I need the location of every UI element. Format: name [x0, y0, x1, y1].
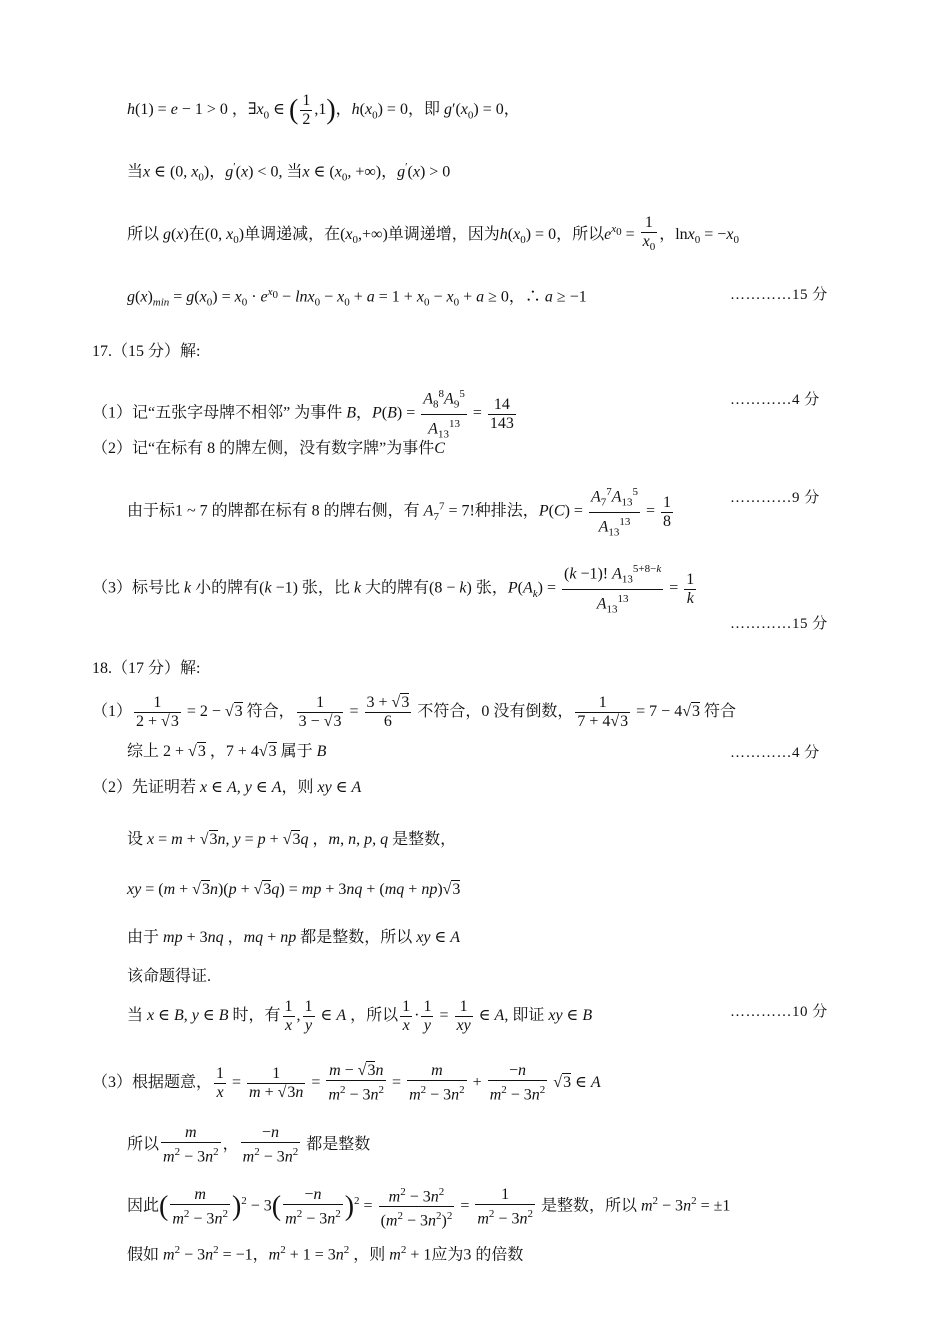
solution-line-4: $g(x)_{min} = g(x_0) = x_0 \cdot e^{x_0} - \ln x_0 - x_0 + a = 1 + x_0 - x_0 + a \ge 0$，∴ a ≥ −1	[127, 286, 587, 309]
solution-line-18-1b: 综上 2 + √3 ，7 + 4√3 属于 B	[127, 743, 327, 760]
solution-line-2: 当x ∈ (0, $x_0$)，g′(x) < 0, 当x ∈ ($x_0$, +∞)，g′(x) > 0	[127, 161, 451, 184]
solution-line-18-2: （2）先证明若 x ∈ A, y ∈ A，则 xy ∈ A	[92, 779, 362, 796]
score-marker: …………10 分	[730, 1004, 828, 1020]
solution-line-17-1: （1）记“五张字母牌不相邻” 为事件 B，P(B) = $\frac{A_8^8A_9^5}{A_{13}^{13}}$ = $\frac{14}{143}$	[92, 385, 518, 443]
score-marker: …………9 分	[730, 490, 820, 506]
score-marker: …………15 分	[730, 287, 828, 303]
score-marker: …………4 分	[730, 392, 820, 408]
score-marker: …………4 分	[730, 745, 820, 761]
solution-line-17-2b: 由于标1 ~ 7 的牌都在标有 8 的牌右侧，有 $A_7^7 = 7$!种排法，P(C) = $\frac{A_7^7A_{13}^5}{A_{13}^{13}}$ = $\frac{1}{8}$	[127, 483, 675, 541]
score-marker: …………15 分	[730, 616, 828, 632]
solution-line-18-2d: 由于 mp + 3nq ，mq + np 都是整数，所以 xy ∈ A	[127, 929, 461, 946]
solution-line-1: h(1) = e − 1 > 0 ，$\exists x_0$ ∈ ( $\frac{1}{2}$ ,1)，$h(x_0) = 0$，即 $g'(x_0) = 0$，	[127, 92, 520, 128]
solution-line-18-3b: 所以 $\frac{m}{m^2 - 3n^2}$ ， $\frac{-n}{m^2 - 3n^2}$ 都是整数	[127, 1124, 371, 1166]
solution-line-17-3: （3）标号比 k 小的牌有(k −1) 张，比 k 大的牌有(8 − k) 张，$P(A_k)$ = $\frac{(k -1)! A_{13}^{5+8-k}}{A_{13}^{13}}$ = $\frac{1}{k}$	[92, 560, 698, 618]
solution-line-18-3d: 假如 $m^2 - 3n^2 = -1$，$m^2 + 1 = 3n^2$ ，则 $m^2 + 1$应为3 的倍数	[127, 1244, 524, 1264]
solution-line-18-2c: xy = (m + √3n)(p + √3q) = mp + 3nq + (mq + np)√3	[127, 881, 461, 898]
solution-line-18-2f: 当 x ∈ B, y ∈ B 时，有 $\frac{1}{x}$ , $\frac{1}{y}$ ∈ A ，所以 $\frac{1}{x}$ · $\frac{1}{y}$ = $\frac{1}{xy}$ ∈ A, 即证 xy ∈ B	[127, 998, 593, 1034]
solution-line-18-2b: 设 x = m + √3n, y = p + √3q ，m, n, p, q 是整数，	[127, 831, 457, 848]
problem-18-heading: 18.（17 分）解:	[92, 660, 201, 677]
solution-line-18-3c: 因此( $\frac{m}{m^2 - 3n^2}$ )$^2$ − 3( $\frac{-n}{m^2 - 3n^2}$ )$^2$ = $\frac{m^2 - 3n^2}{(m^2 - 3n^2)^2}$ = $\frac{1}{m^2 - 3n^2}$ 是整数，所以 $m^2 - 3n^2 = \pm 1$	[127, 1183, 730, 1231]
solution-line-18-3: （3）根据题意， $\frac{1}{x}$ = $\frac{1}{m + √3n}$ = $\frac{m - √3n}{m^2 - 3n^2}$ = $\frac{m}{m^2 - 3n^2}$ + $\frac{-n}{m^2 - 3n^2}$ √3 ∈ A	[92, 1062, 601, 1104]
problem-17-heading: 17.（15 分）解:	[92, 343, 201, 360]
solution-line-17-2: （2）记“在标有 8 的牌左侧，没有数字牌”为事件C	[92, 440, 445, 457]
solution-line-3: 所以 g(x)在(0, $x_0$)单调递减，在$(x_0,+\infty)$单调递增，因为$h(x_0) = 0$，所以$e^{x_0}$ = $\frac{1}{x_0}$ ，$\ln x_0 = -x_0$	[127, 214, 739, 254]
solution-line-18-2e: 该命题得证.	[127, 968, 212, 985]
solution-line-18-1: （1） $\frac{1}{2 + √3}$ = 2 − √3 符合， $\frac{1}{3 - √3}$ = $\frac{3 + √3}{6}$ 不符合，0 没有倒数， $\frac{1}{7 + 4√3}$ = 7 − 4√3 符合	[92, 694, 736, 730]
